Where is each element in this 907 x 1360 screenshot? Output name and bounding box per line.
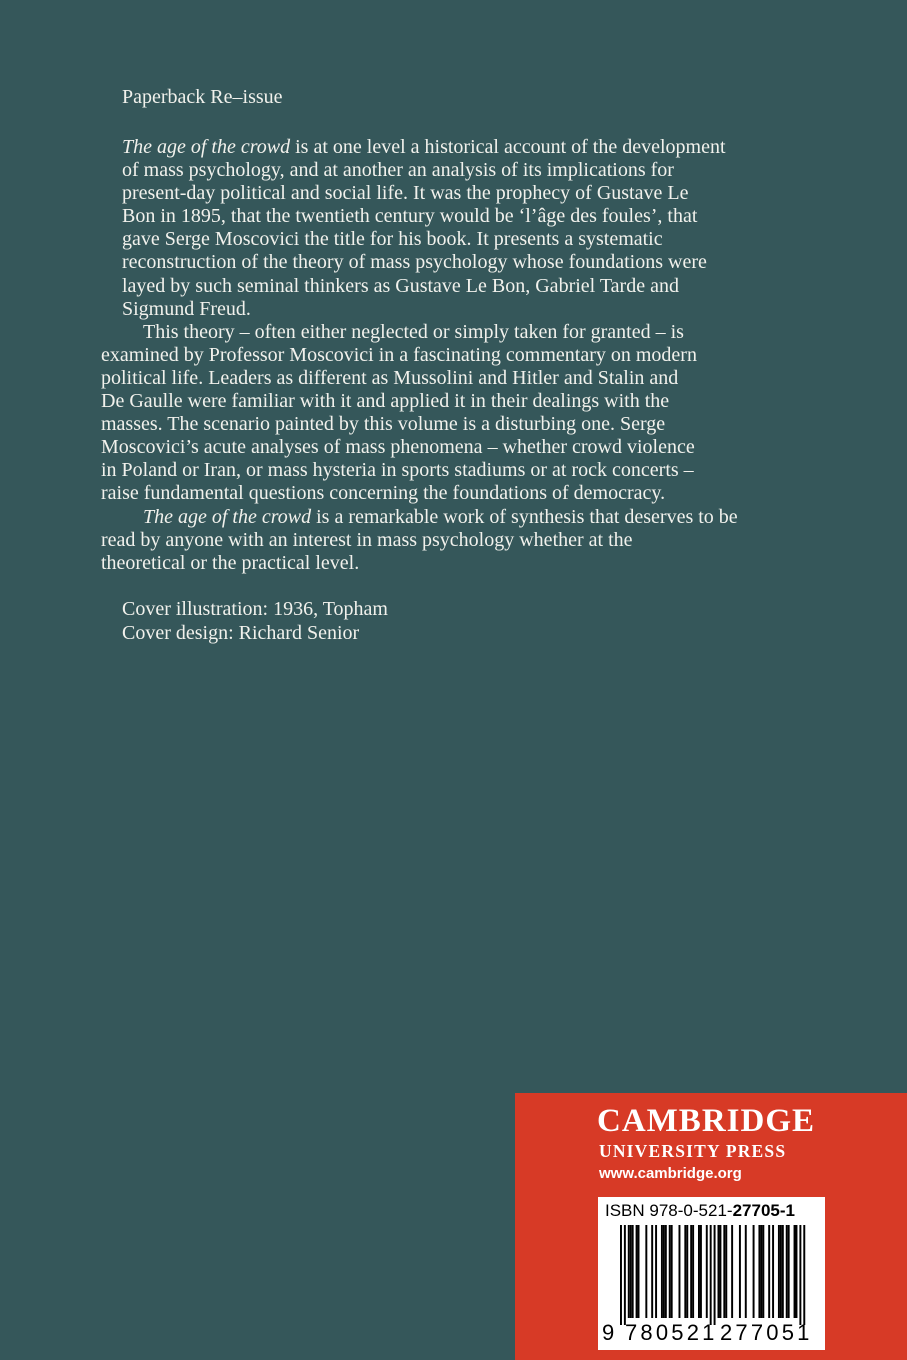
barcode-bar [760, 1225, 762, 1318]
cover-design-credit: Cover design: Richard Senior [122, 622, 360, 644]
blurb-paragraph-1 [122, 136, 772, 321]
publisher-website[interactable]: www.cambridge.org [599, 1165, 742, 1182]
barcode-bar [782, 1225, 784, 1318]
barcode-bar [655, 1225, 657, 1318]
blurb-line: Sigmund Freud. [122, 297, 251, 320]
barcode-bar [710, 1225, 712, 1325]
barcode-bar [684, 1225, 686, 1318]
publisher-panel [515, 1093, 907, 1360]
barcode-bar [745, 1225, 747, 1318]
barcode-bar [786, 1225, 788, 1318]
barcode-bar [671, 1225, 673, 1318]
barcode-bar [628, 1225, 630, 1318]
barcode-bar [686, 1225, 688, 1318]
isbn-barcode [598, 1197, 825, 1350]
barcode-left-group: 780521 [625, 1320, 718, 1345]
barcode-bar [679, 1225, 681, 1318]
blurb-line: masses. The scenario painted by this volume is a disturbing one. Serge [101, 413, 666, 436]
blurb-paragraph-3 [101, 505, 772, 575]
barcode-bar [794, 1225, 796, 1318]
blurb-line: present-day political and social life. It was the prophecy of Gustave Le [122, 182, 689, 205]
barcode-bar [778, 1225, 780, 1318]
barcode-bar [636, 1225, 638, 1318]
barcode-bar [788, 1225, 790, 1318]
barcode-bar [772, 1225, 774, 1318]
book-title-italic: The age of the crowd [143, 505, 312, 528]
blurb-line: Bon in 1895, that the twentieth century would be ‘l’âge des foules’, that [122, 205, 698, 228]
barcode-bar [630, 1225, 632, 1318]
barcode-right-group: 277051 [720, 1320, 813, 1345]
barcode-bar [690, 1225, 692, 1318]
barcode-bar [700, 1225, 702, 1318]
barcode-bar [796, 1225, 798, 1318]
isbn-bold-part: 27705-1 [732, 1201, 795, 1220]
barcode-bar [758, 1225, 760, 1318]
barcode-bar [719, 1225, 721, 1318]
barcode-bar [706, 1225, 708, 1318]
barcode-bar [669, 1225, 671, 1318]
blurb-text [101, 136, 772, 575]
barcode-bar [624, 1225, 626, 1325]
blurb-line: De Gaulle were familiar with it and applied it in their dealings with the [101, 390, 670, 413]
blurb-line: examined by Professor Moscovici in a fascinating commentary on modern [101, 343, 697, 366]
blurb-line: Moscovici’s acute analyses of mass phenomena – whether crowd violence [101, 436, 695, 459]
barcode-bar [725, 1225, 727, 1318]
reissue-label: Paperback Re–issue [122, 86, 283, 108]
blurb-line [122, 136, 772, 159]
barcode-bar [638, 1225, 640, 1318]
barcode-bar [768, 1225, 770, 1318]
book-title-italic: The age of the crowd [122, 136, 291, 158]
barcode-bar [739, 1225, 741, 1318]
barcode-bar [665, 1225, 667, 1318]
blurb-line: gave Serge Moscovici the title for his book. It presents a systematic [122, 228, 663, 251]
cover-illustration-credit: Cover illustration: 1936, Topham [122, 598, 388, 620]
isbn-prefix: ISBN 978-0-521- [605, 1201, 733, 1220]
barcode-bar [762, 1225, 764, 1318]
barcode-bar [780, 1225, 782, 1318]
barcode-bar [632, 1225, 634, 1318]
blurb-line: reconstruction of the theory of mass psychology whose foundations were [122, 251, 707, 274]
barcode-bar [692, 1225, 694, 1318]
barcode-bar [753, 1225, 755, 1318]
blurb-line: of mass psychology, and at another an analysis of its implications for [122, 159, 674, 182]
barcode-bar [698, 1225, 700, 1318]
barcode-bar [714, 1225, 716, 1325]
blurb-line: raise fundamental questions concerning the foundations of democracy. [101, 482, 666, 505]
barcode-bar [718, 1225, 720, 1318]
barcode-bar [651, 1225, 653, 1318]
isbn-label [605, 1201, 795, 1221]
publisher-subname: UNIVERSITY PRESS [599, 1141, 787, 1161]
barcode-bar [803, 1225, 805, 1325]
blurb-paragraph-2 [101, 320, 772, 506]
barcode-bar [645, 1225, 647, 1318]
publisher-name: CAMBRIDGE [597, 1103, 816, 1139]
barcode-bar [799, 1225, 801, 1325]
barcode-first-digit: 9 [602, 1320, 615, 1345]
blurb-line: read by anyone with an interest in mass psychology whether at the [101, 528, 633, 551]
barcode-bar [620, 1225, 622, 1325]
barcode-bar [731, 1225, 733, 1318]
blurb-line [122, 506, 772, 529]
barcode-bar [661, 1225, 663, 1318]
blurb-line: theoretical or the practical level. [101, 551, 360, 574]
blurb-line-text: is at one level a historical account of the development [290, 136, 726, 158]
blurb-line: layed by such seminal thinkers as Gustave Le Bon, Gabriel Tarde and [122, 274, 679, 297]
blurb-line-text: is a remarkable work of synthesis that deserves to be [311, 505, 738, 528]
barcode-bar [723, 1225, 725, 1318]
blurb-line: This theory – often either neglected or simply taken for granted – is [143, 320, 684, 343]
blurb-line: political life. Leaders as different as Mussolini and Hitler and Stalin and [101, 366, 679, 389]
blurb-line: in Poland or Iran, or mass hysteria in sports stadiums or at rock concerts – [101, 459, 694, 482]
barcode-bar [663, 1225, 665, 1318]
